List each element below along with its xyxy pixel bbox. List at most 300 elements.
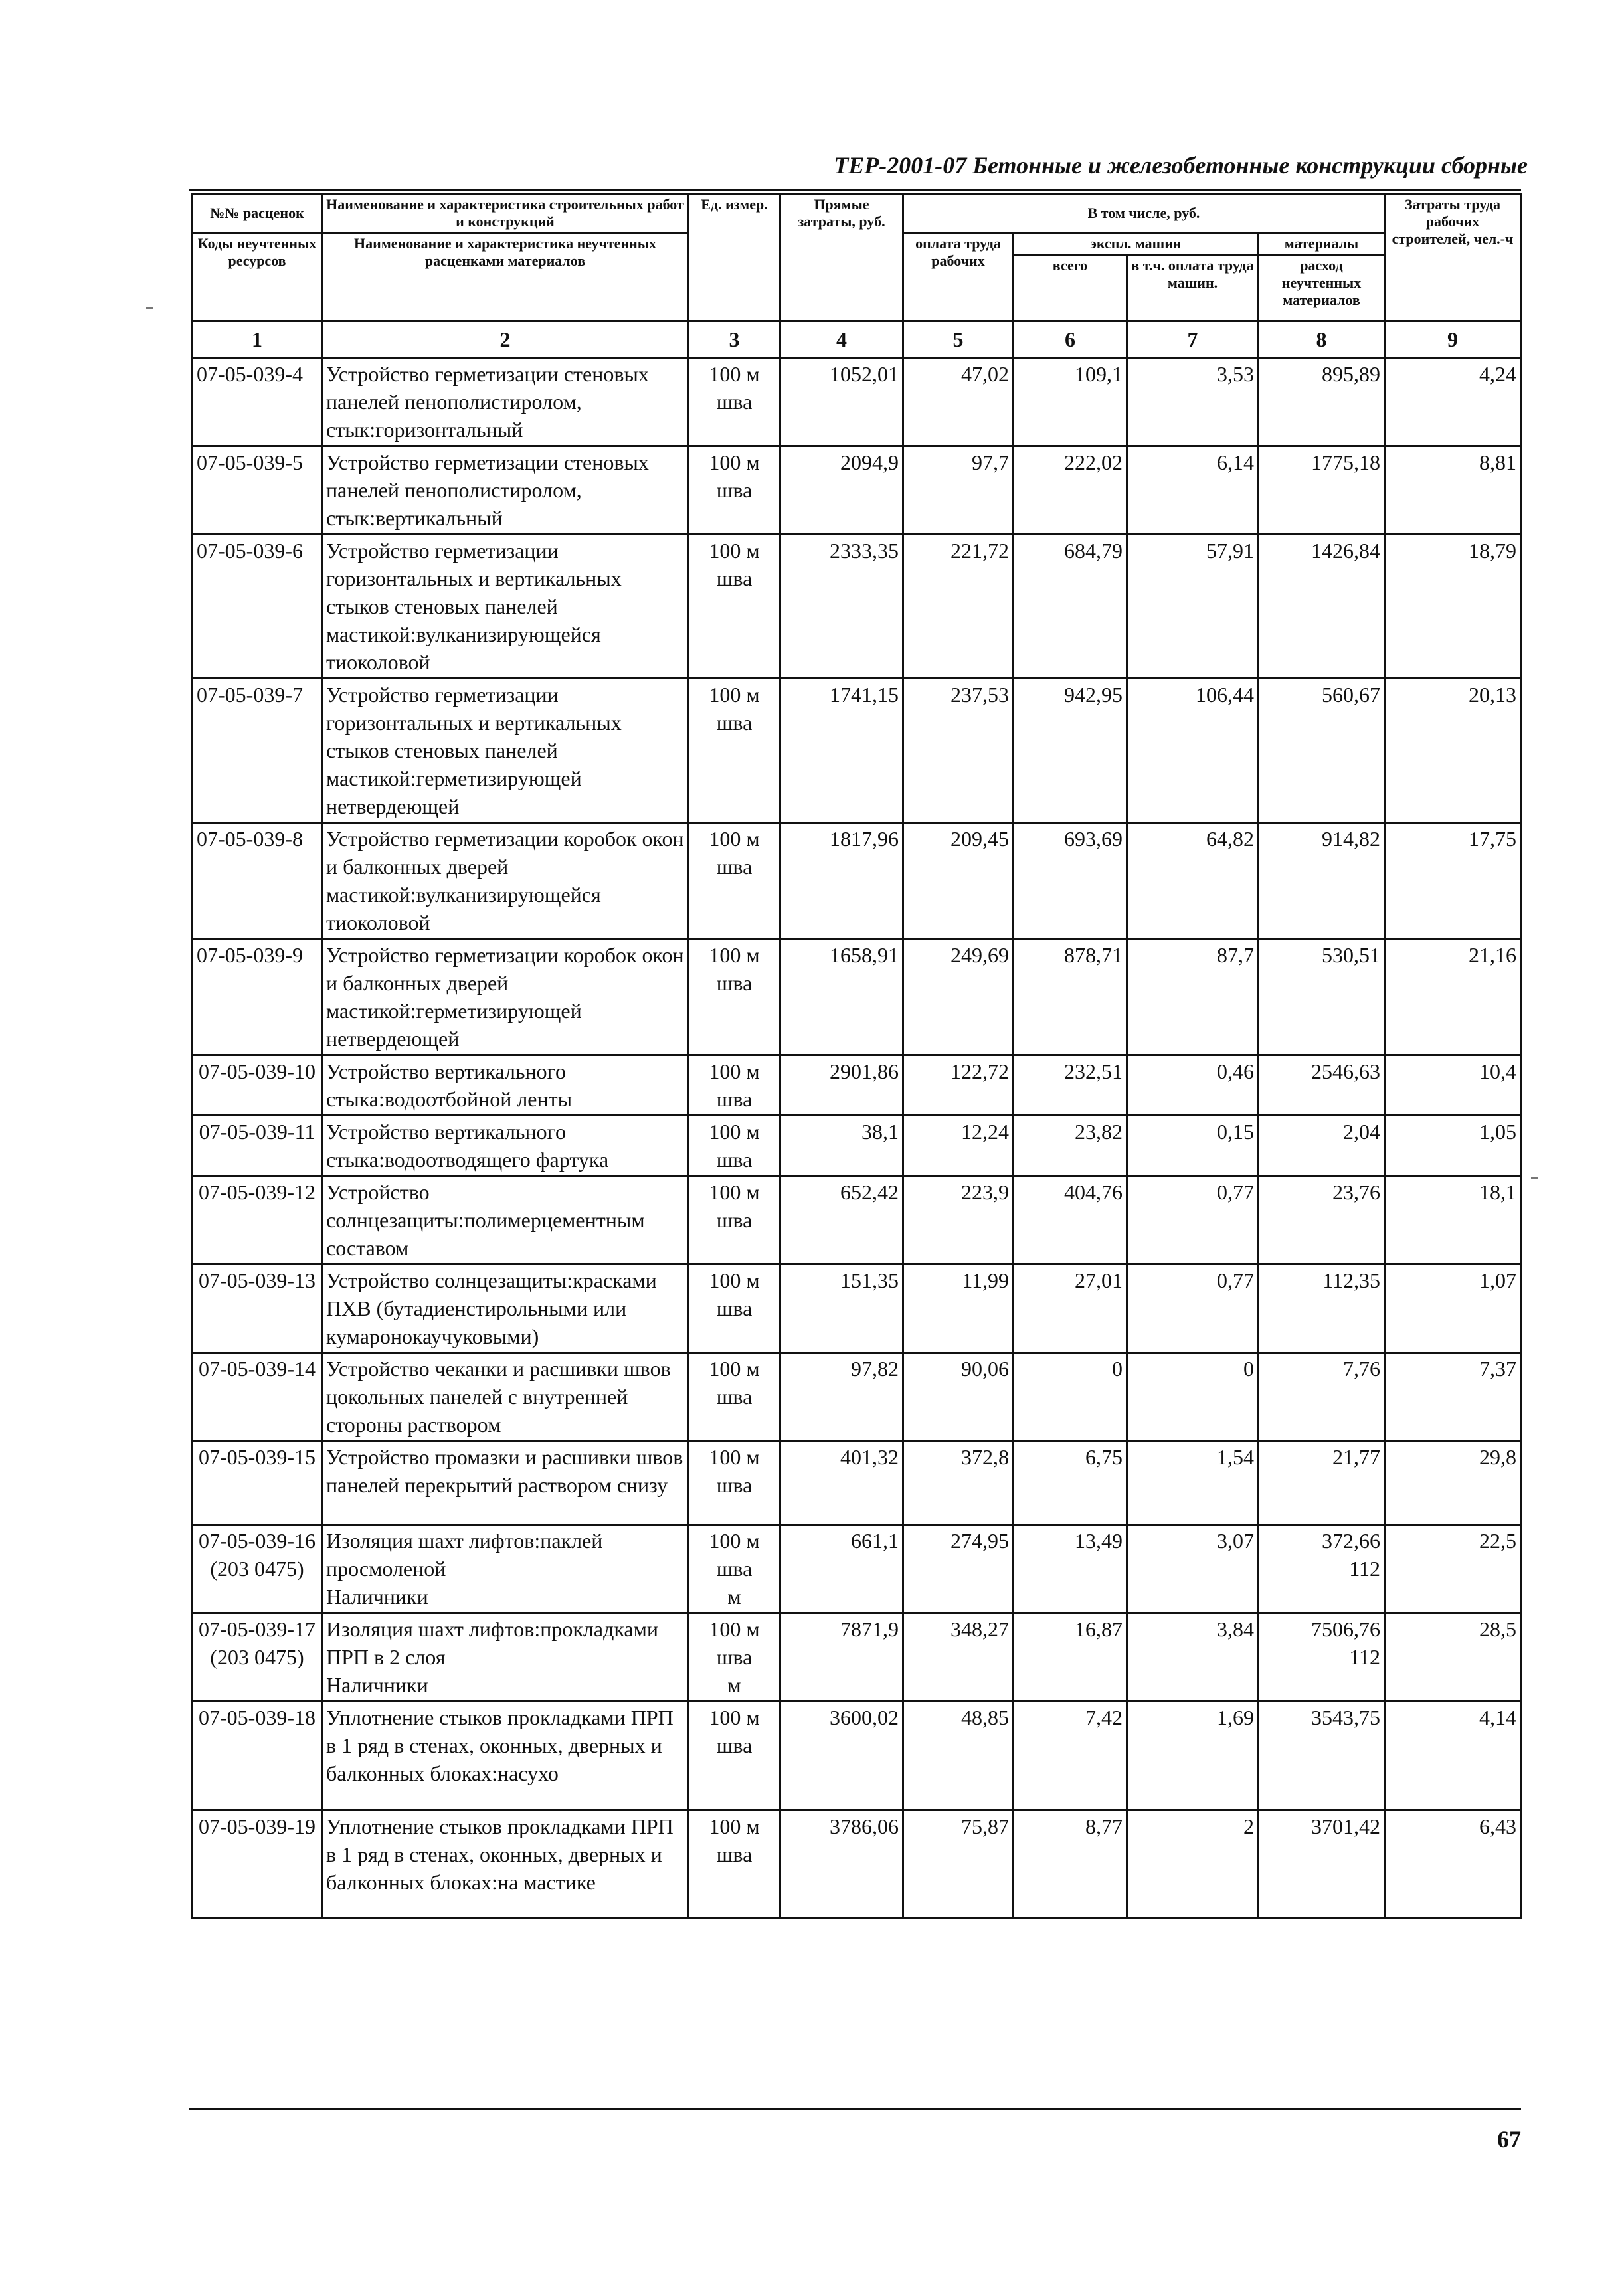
table-row — [193, 1055, 1521, 1116]
direct-cost-cell-text: 2333,35 — [830, 539, 899, 563]
table-row — [193, 1353, 1521, 1441]
labor-hours-cell-text: 1,05 — [1479, 1120, 1516, 1144]
labor-pay-cell — [903, 1702, 1014, 1810]
labor-hours-cell-text: 8,81 — [1479, 450, 1516, 474]
machines-cell-text: 13,49 — [1075, 1529, 1123, 1553]
direct-cost-cell-text: 3786,06 — [830, 1814, 899, 1838]
table-row — [193, 1176, 1521, 1265]
materials-cell — [1259, 1265, 1385, 1353]
description-cell-text: Изоляция шахт лифтов:паклей просмоленой — [326, 1529, 603, 1581]
machines-cell — [1014, 1116, 1127, 1176]
machine-pay-cell-text: 57,91 — [1206, 539, 1254, 563]
header-machines: экспл. машин — [1014, 233, 1259, 255]
direct-cost-cell-text: 401,32 — [840, 1445, 899, 1469]
direct-cost-cell — [780, 1810, 903, 1918]
header-machines-total: всего — [1014, 255, 1127, 321]
materials-cell-text: 2546,63 — [1311, 1059, 1380, 1083]
unit-cell-text: 100 м шва — [709, 943, 760, 995]
labor-pay-cell-text: 274,95 — [950, 1529, 1009, 1553]
description-cell — [322, 1353, 689, 1441]
machines-cell — [1014, 1441, 1127, 1525]
labor-hours-cell-text: 7,37 — [1479, 1357, 1516, 1381]
code-cell — [193, 1525, 322, 1613]
labor-pay-cell-text: 221,72 — [950, 539, 1009, 563]
column-number: 1 — [193, 321, 322, 358]
unit-cell — [689, 1613, 780, 1702]
direct-cost-cell — [780, 1353, 903, 1441]
description-cell — [322, 1116, 689, 1176]
machine-pay-cell — [1127, 1265, 1259, 1353]
labor-hours-cell — [1385, 679, 1521, 823]
description-cell-text: Устройство герметизации коробок окон и балконных дверей мастикой:герметизирующей нетвердеющей — [326, 943, 684, 1051]
direct-cost-cell — [780, 1116, 903, 1176]
materials-cell-text: 112,35 — [1322, 1269, 1380, 1292]
description-cell-text: Устройство вертикального стыка:водоотводящего фартука — [326, 1120, 609, 1172]
description-cell — [322, 823, 689, 939]
description-cell — [322, 358, 689, 446]
header-rule — [189, 189, 1521, 191]
header-materials-sub: расход неучтенных материалов — [1259, 255, 1385, 321]
labor-hours-cell — [1385, 535, 1521, 679]
materials-cell — [1259, 1810, 1385, 1918]
machines-cell-text: 404,76 — [1064, 1180, 1123, 1204]
materials-cell — [1259, 823, 1385, 939]
labor-hours-cell-text: 4,24 — [1479, 362, 1516, 386]
unit-cell-text: 100 м шва — [709, 1814, 760, 1866]
labor-pay-cell-text: 348,27 — [950, 1617, 1009, 1641]
description-cell — [322, 446, 689, 535]
header-labor: Затраты труда рабочих строителей, чел.-ч — [1385, 194, 1521, 321]
labor-pay-cell — [903, 939, 1014, 1055]
machine-pay-cell-text: 1,69 — [1217, 1706, 1254, 1729]
machine-pay-cell — [1127, 823, 1259, 939]
unit-cell-text: 100 м шва — [709, 539, 760, 590]
header-direct: Прямые затраты, руб. — [780, 194, 903, 321]
labor-pay-cell — [903, 1353, 1014, 1441]
unit-cell — [689, 446, 780, 535]
labor-hours-cell-text: 18,1 — [1479, 1180, 1516, 1204]
labor-pay-cell — [903, 1265, 1014, 1353]
machine-pay-cell — [1127, 1441, 1259, 1525]
labor-hours-cell-text: 4,14 — [1479, 1706, 1516, 1729]
machines-cell — [1014, 446, 1127, 535]
column-number: 2 — [322, 321, 689, 358]
materials-cell-text: 1775,18 — [1311, 450, 1380, 474]
unit-cell-text: 100 м шва — [709, 450, 760, 502]
materials-cell — [1259, 1525, 1385, 1613]
table-row — [193, 1613, 1521, 1702]
code-cell — [193, 1353, 322, 1441]
description-cell — [322, 1055, 689, 1116]
description-cell-text: Устройство солнцезащиты:полимерцементным составом — [326, 1180, 645, 1260]
labor-pay-cell — [903, 1176, 1014, 1265]
description-cell — [322, 939, 689, 1055]
unit-cell — [689, 1702, 780, 1810]
machines-cell-text: 6,75 — [1085, 1445, 1123, 1469]
labor-pay-cell-text: 372,8 — [961, 1445, 1009, 1469]
table-row — [193, 823, 1521, 939]
machines-cell-text: 0 — [1112, 1357, 1123, 1381]
header-including: В том числе, руб. — [903, 194, 1385, 233]
code-cell-text: 07-05-039-13 — [199, 1269, 316, 1292]
code-cell-text: 07-05-039-6 — [197, 539, 303, 563]
code-cell-sub-text: (203 0475) — [210, 1557, 304, 1581]
materials-cell-text: 1426,84 — [1311, 539, 1380, 563]
labor-hours-cell — [1385, 823, 1521, 939]
machines-cell — [1014, 358, 1127, 446]
machines-cell — [1014, 535, 1127, 679]
labor-hours-cell — [1385, 1353, 1521, 1441]
header-code-resources: Коды неучтенных ресурсов — [193, 233, 322, 321]
labor-pay-cell-text: 122,72 — [950, 1059, 1009, 1083]
materials-cell-text: 372,66 — [1322, 1529, 1380, 1553]
machine-pay-cell-text: 3,53 — [1217, 362, 1254, 386]
table-row — [193, 1116, 1521, 1176]
direct-cost-cell-text: 652,42 — [840, 1180, 899, 1204]
machines-cell-text: 27,01 — [1075, 1269, 1123, 1292]
labor-hours-cell-text: 10,4 — [1479, 1059, 1516, 1083]
table-body — [193, 321, 1521, 1918]
column-number: 5 — [903, 321, 1014, 358]
materials-cell — [1259, 1116, 1385, 1176]
labor-pay-cell-text: 48,85 — [961, 1706, 1009, 1729]
machines-cell — [1014, 1702, 1127, 1810]
machine-pay-cell — [1127, 1613, 1259, 1702]
labor-hours-cell-text: 1,07 — [1479, 1269, 1516, 1292]
direct-cost-cell — [780, 1265, 903, 1353]
running-header: ТЕР-2001-07 Бетонные и железобетонные конструкции сборные — [834, 152, 1528, 179]
machines-cell — [1014, 1176, 1127, 1265]
machines-cell-text: 232,51 — [1064, 1059, 1123, 1083]
machines-cell-text: 878,71 — [1064, 943, 1123, 967]
machine-pay-cell — [1127, 1810, 1259, 1918]
machine-pay-cell — [1127, 1176, 1259, 1265]
header-name: Наименование и характеристика строительных работ и конструкций — [322, 194, 689, 233]
machine-pay-cell — [1127, 1525, 1259, 1613]
materials-cell — [1259, 1353, 1385, 1441]
code-cell — [193, 1265, 322, 1353]
machine-pay-cell — [1127, 535, 1259, 679]
labor-hours-cell — [1385, 1810, 1521, 1918]
scan-mark — [1531, 1177, 1538, 1179]
materials-cell-text: 3543,75 — [1311, 1706, 1380, 1729]
machines-cell-text: 693,69 — [1064, 827, 1123, 851]
machine-pay-cell — [1127, 446, 1259, 535]
machines-cell-text: 7,42 — [1085, 1706, 1123, 1729]
code-cell-sub-text: (203 0475) — [210, 1645, 304, 1669]
materials-cell — [1259, 939, 1385, 1055]
unit-cell-text: 100 м шва — [709, 1269, 760, 1320]
description-cell-text: Устройство герметизации горизонтальных и вертикальных стыков стеновых панелей мастикой:герметизирующей нетвердеющей — [326, 683, 622, 818]
code-cell-text: 07-05-039-8 — [197, 827, 303, 851]
unit-cell — [689, 358, 780, 446]
unit-cell — [689, 1441, 780, 1525]
materials-cell-text: 21,77 — [1332, 1445, 1380, 1469]
description-cell — [322, 1265, 689, 1353]
unit-cell — [689, 1176, 780, 1265]
direct-cost-cell-text: 97,82 — [851, 1357, 899, 1381]
code-cell-text: 07-05-039-4 — [197, 362, 303, 386]
direct-cost-cell-text: 151,35 — [840, 1269, 899, 1292]
table-row — [193, 446, 1521, 535]
direct-cost-cell — [780, 1702, 903, 1810]
table-row — [193, 358, 1521, 446]
unit-cell — [689, 1116, 780, 1176]
labor-pay-cell — [903, 1613, 1014, 1702]
machine-pay-cell — [1127, 1353, 1259, 1441]
description-cell — [322, 1176, 689, 1265]
table-row — [193, 939, 1521, 1055]
code-cell-text: 07-05-039-14 — [199, 1357, 316, 1381]
unit-cell-text: 100 м шва — [709, 683, 760, 735]
machines-cell-text: 684,79 — [1064, 539, 1123, 563]
code-cell-text: 07-05-039-17 — [199, 1617, 316, 1641]
header-unit: Ед. измер. — [689, 194, 780, 321]
materials-cell — [1259, 358, 1385, 446]
unit-cell — [689, 679, 780, 823]
direct-cost-cell-text: 38,1 — [861, 1120, 899, 1144]
labor-hours-cell-text: 29,8 — [1479, 1445, 1516, 1469]
labor-pay-cell — [903, 1810, 1014, 1918]
labor-hours-cell — [1385, 358, 1521, 446]
direct-cost-cell-text: 1052,01 — [830, 362, 899, 386]
header-code: №№ расценок — [193, 194, 322, 233]
labor-pay-cell — [903, 823, 1014, 939]
header-machines-pay: в т.ч. оплата труда машин. — [1127, 255, 1259, 321]
code-cell — [193, 1055, 322, 1116]
labor-pay-cell — [903, 446, 1014, 535]
header-name-materials: Наименование и характеристика неучтенных расценками материалов — [322, 233, 689, 321]
labor-pay-cell — [903, 535, 1014, 679]
table-row — [193, 1525, 1521, 1613]
machines-cell — [1014, 1525, 1127, 1613]
labor-hours-cell — [1385, 1525, 1521, 1613]
description-cell-text: Уплотнение стыков прокладками ПРП в 1 ряд в стенах, оконных, дверных и балконных блоках:на мастике — [326, 1814, 674, 1894]
scan-mark — [146, 307, 153, 309]
code-cell-text: 07-05-039-18 — [199, 1706, 316, 1729]
direct-cost-cell — [780, 823, 903, 939]
code-cell-text: 07-05-039-9 — [197, 943, 303, 967]
table-row — [193, 535, 1521, 679]
machines-cell-text: 8,77 — [1085, 1814, 1123, 1838]
materials-cell — [1259, 446, 1385, 535]
machines-cell — [1014, 1353, 1127, 1441]
description-cell-text: Устройство вертикального стыка:водоотбойной ленты — [326, 1059, 573, 1111]
labor-hours-cell — [1385, 1055, 1521, 1116]
direct-cost-cell — [780, 446, 903, 535]
code-cell — [193, 1702, 322, 1810]
unit-cell-sub-text: м — [727, 1673, 741, 1697]
direct-cost-cell-text: 1658,91 — [830, 943, 899, 967]
labor-hours-cell-text: 22,5 — [1479, 1529, 1516, 1553]
unit-cell — [689, 535, 780, 679]
labor-pay-cell-text: 249,69 — [950, 943, 1009, 967]
machines-cell — [1014, 1055, 1127, 1116]
machine-pay-cell-text: 0,46 — [1217, 1059, 1254, 1083]
machines-cell — [1014, 1265, 1127, 1353]
column-number: 9 — [1385, 321, 1521, 358]
description-cell — [322, 535, 689, 679]
machine-pay-cell-text: 2 — [1243, 1814, 1254, 1838]
labor-pay-cell-text: 237,53 — [950, 683, 1009, 707]
labor-pay-cell — [903, 1055, 1014, 1116]
description-cell — [322, 1613, 689, 1702]
code-cell — [193, 939, 322, 1055]
machine-pay-cell-text: 3,07 — [1217, 1529, 1254, 1553]
labor-hours-cell — [1385, 1702, 1521, 1810]
direct-cost-cell — [780, 1525, 903, 1613]
unit-cell-text: 100 м шва — [709, 1617, 760, 1669]
materials-cell-text: 530,51 — [1322, 943, 1380, 967]
code-cell-text: 07-05-039-15 — [199, 1445, 316, 1469]
labor-hours-cell — [1385, 939, 1521, 1055]
code-cell — [193, 1613, 322, 1702]
code-cell-text: 07-05-039-12 — [199, 1180, 316, 1204]
machines-cell-text: 222,02 — [1064, 450, 1123, 474]
column-number: 3 — [689, 321, 780, 358]
description-cell-text: Устройство промазки и расшивки швов панелей перекрытий раствором снизу — [326, 1445, 683, 1497]
unit-cell-text: 100 м шва — [709, 1706, 760, 1757]
table-header — [193, 194, 1521, 321]
machine-pay-cell — [1127, 939, 1259, 1055]
direct-cost-cell — [780, 939, 903, 1055]
unit-cell — [689, 1810, 780, 1918]
description-cell — [322, 1702, 689, 1810]
machines-cell — [1014, 823, 1127, 939]
materials-cell-text: 895,89 — [1322, 362, 1380, 386]
unit-cell-text: 100 м шва — [709, 827, 760, 879]
column-number-row — [193, 321, 1521, 358]
machine-pay-cell — [1127, 679, 1259, 823]
code-cell — [193, 679, 322, 823]
direct-cost-cell-text: 1817,96 — [830, 827, 899, 851]
unit-cell — [689, 1055, 780, 1116]
price-table — [191, 193, 1522, 1919]
unit-cell-text: 100 м шва — [709, 1120, 760, 1172]
materials-cell-text: 2,04 — [1343, 1120, 1380, 1144]
labor-hours-cell — [1385, 446, 1521, 535]
machines-cell — [1014, 1613, 1127, 1702]
materials-cell-sub-text: 112 — [1349, 1645, 1380, 1669]
labor-hours-cell — [1385, 1613, 1521, 1702]
materials-cell — [1259, 1055, 1385, 1116]
description-cell — [322, 1810, 689, 1918]
materials-cell — [1259, 1441, 1385, 1525]
unit-cell — [689, 823, 780, 939]
direct-cost-cell — [780, 1613, 903, 1702]
labor-pay-cell-text: 11,99 — [962, 1269, 1009, 1292]
description-cell-text: Устройство герметизации горизонтальных и вертикальных стыков стеновых панелей мастикой:вулканизирующейся тиоколовой — [326, 539, 622, 674]
direct-cost-cell — [780, 1176, 903, 1265]
materials-cell-text: 23,76 — [1332, 1180, 1380, 1204]
direct-cost-cell-text: 2094,9 — [840, 450, 899, 474]
unit-cell — [689, 1265, 780, 1353]
materials-cell-text: 7506,76 — [1311, 1617, 1380, 1641]
labor-pay-cell — [903, 1441, 1014, 1525]
footer-rule — [189, 2108, 1521, 2110]
labor-pay-cell — [903, 358, 1014, 446]
table-row — [193, 1810, 1521, 1918]
machine-pay-cell — [1127, 1116, 1259, 1176]
description-cell-text: Устройство солнцезащиты:красками ПХВ (бутадиенстирольными или кумаронокаучуковыми) — [326, 1269, 657, 1348]
unit-cell-text: 100 м шва — [709, 1059, 760, 1111]
direct-cost-cell-text: 1741,15 — [830, 683, 899, 707]
code-cell-text: 07-05-039-7 — [197, 683, 303, 707]
labor-pay-cell-text: 90,06 — [961, 1357, 1009, 1381]
code-cell — [193, 358, 322, 446]
labor-pay-cell-text: 223,9 — [961, 1180, 1009, 1204]
description-cell-text: Устройство герметизации стеновых панелей пенополистиролом, стык:вертикальный — [326, 450, 649, 530]
labor-hours-cell-text: 18,79 — [1469, 539, 1516, 563]
materials-cell — [1259, 1613, 1385, 1702]
labor-hours-cell-text: 20,13 — [1469, 683, 1516, 707]
labor-hours-cell-text: 21,16 — [1469, 943, 1516, 967]
machine-pay-cell-text: 106,44 — [1196, 683, 1254, 707]
labor-pay-cell-text: 75,87 — [961, 1814, 1009, 1838]
labor-pay-cell — [903, 1116, 1014, 1176]
labor-pay-cell-text: 97,7 — [972, 450, 1009, 474]
code-cell-text: 07-05-039-5 — [197, 450, 303, 474]
code-cell-text: 07-05-039-10 — [199, 1059, 316, 1083]
direct-cost-cell — [780, 1441, 903, 1525]
machines-cell-text: 16,87 — [1075, 1617, 1123, 1641]
code-cell-text: 07-05-039-11 — [199, 1120, 316, 1144]
machine-pay-cell-text: 0 — [1243, 1357, 1254, 1381]
machines-cell — [1014, 1810, 1127, 1918]
materials-cell — [1259, 679, 1385, 823]
code-cell-text: 07-05-039-19 — [199, 1814, 316, 1838]
machine-pay-cell-text: 0,77 — [1217, 1269, 1254, 1292]
machines-cell-text: 942,95 — [1064, 683, 1123, 707]
header-pay: оплата труда рабочих — [903, 233, 1014, 321]
unit-cell — [689, 939, 780, 1055]
description-cell — [322, 1441, 689, 1525]
column-number: 4 — [780, 321, 903, 358]
materials-cell-text: 560,67 — [1322, 683, 1380, 707]
direct-cost-cell-text: 7871,9 — [840, 1617, 899, 1641]
direct-cost-cell — [780, 535, 903, 679]
description-cell — [322, 1525, 689, 1613]
labor-hours-cell — [1385, 1265, 1521, 1353]
machine-pay-cell-text: 0,77 — [1217, 1180, 1254, 1204]
table-row — [193, 1441, 1521, 1525]
code-cell-text: 07-05-039-16 — [199, 1529, 316, 1553]
direct-cost-cell-text: 661,1 — [851, 1529, 899, 1553]
machine-pay-cell-text: 6,14 — [1217, 450, 1254, 474]
machines-cell — [1014, 679, 1127, 823]
description-cell-sub-text: Наличники — [326, 1673, 428, 1697]
direct-cost-cell-text: 2901,86 — [830, 1059, 899, 1083]
machine-pay-cell — [1127, 1702, 1259, 1810]
labor-hours-cell-text: 28,5 — [1479, 1617, 1516, 1641]
labor-hours-cell — [1385, 1176, 1521, 1265]
labor-pay-cell-text: 209,45 — [950, 827, 1009, 851]
materials-cell-text: 7,76 — [1343, 1357, 1380, 1381]
direct-cost-cell-text: 3600,02 — [830, 1706, 899, 1729]
materials-cell-sub-text: 112 — [1349, 1557, 1380, 1581]
labor-pay-cell-text: 12,24 — [961, 1120, 1009, 1144]
direct-cost-cell — [780, 1055, 903, 1116]
materials-cell-text: 914,82 — [1322, 827, 1380, 851]
header-materials: материалы — [1259, 233, 1385, 255]
code-cell — [193, 823, 322, 939]
materials-cell-text: 3701,42 — [1311, 1814, 1380, 1838]
labor-hours-cell — [1385, 1116, 1521, 1176]
materials-cell — [1259, 535, 1385, 679]
materials-cell — [1259, 1176, 1385, 1265]
code-cell — [193, 446, 322, 535]
machine-pay-cell — [1127, 358, 1259, 446]
